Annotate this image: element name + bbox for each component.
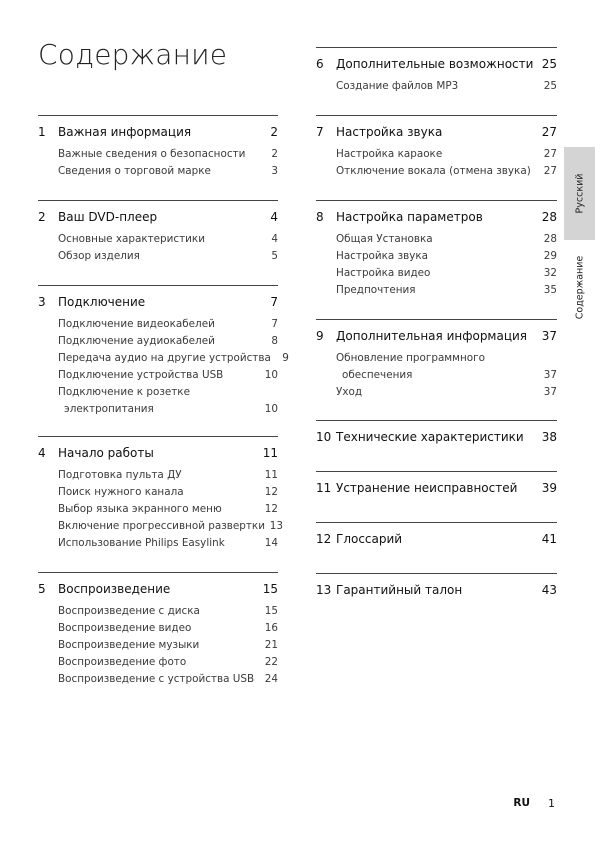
toc-item-page: 11 [264, 469, 278, 481]
toc-section [316, 47, 557, 95]
section-divider [38, 200, 278, 201]
section-number: 5 [38, 582, 46, 596]
section-heading[interactable] [316, 527, 557, 551]
section-number: 11 [316, 481, 332, 495]
toc-item[interactable] [38, 333, 278, 350]
toc-item[interactable] [316, 248, 557, 265]
section-heading[interactable] [38, 577, 278, 601]
toc-item-text: Поиск нужного канала [58, 486, 184, 498]
section-number: 4 [38, 446, 46, 460]
side-tab-language-label: Русский [574, 173, 586, 214]
toc-item-text: Обзор изделия [58, 250, 140, 262]
section-number: 1 [38, 125, 46, 139]
section-heading[interactable] [316, 324, 557, 348]
toc-item[interactable] [38, 316, 278, 333]
section-items [38, 146, 278, 180]
toc-section [38, 285, 289, 418]
toc-section [38, 572, 278, 688]
section-divider [38, 115, 278, 116]
section-items [316, 146, 557, 180]
toc-item-text: Воспроизведение музыки [58, 639, 200, 651]
toc-item-page: 15 [264, 605, 278, 617]
toc-item-text: Воспроизведение видео [58, 622, 192, 634]
toc-item[interactable] [316, 350, 557, 367]
section-page: 28 [541, 210, 557, 224]
side-tabs [564, 147, 595, 335]
toc-item[interactable] [38, 248, 278, 265]
toc-section [316, 115, 557, 180]
section-title: Настройка звука [336, 125, 443, 139]
toc-item[interactable] [316, 163, 557, 180]
toc-item-text: Включение прогрессивной развертки [58, 520, 265, 532]
side-tab-contents-label: Содержание [574, 255, 585, 320]
toc-item-page: 29 [543, 250, 557, 262]
section-page: 11 [262, 446, 278, 460]
toc-item[interactable] [316, 265, 557, 282]
section-divider [316, 573, 557, 574]
toc-section [38, 200, 278, 265]
toc-item[interactable] [38, 467, 278, 484]
toc-item-page: 13 [269, 520, 283, 532]
section-divider [38, 285, 278, 286]
toc-item-page: 37 [543, 369, 557, 381]
section-items [316, 350, 557, 401]
section-heading[interactable] [316, 52, 557, 76]
page-title: Содержание [38, 38, 228, 71]
toc-item-text: Предпочтения [336, 284, 416, 296]
toc-item-page: 12 [264, 503, 278, 515]
toc-item[interactable] [38, 367, 278, 384]
toc-item[interactable] [38, 518, 283, 535]
toc-item-page: 8 [271, 335, 278, 347]
toc-item-text: Создание файлов MP3 [336, 80, 459, 92]
toc-item-text: Основные характеристики [58, 233, 205, 245]
section-number: 12 [316, 532, 332, 546]
section-number: 13 [316, 583, 332, 597]
toc-item-page: 16 [264, 622, 278, 634]
section-page: 38 [541, 430, 557, 444]
section-page: 4 [270, 210, 278, 224]
toc-item-text: Обновление программного [336, 352, 485, 364]
section-title: Важная информация [58, 125, 192, 139]
language-code: RU [513, 797, 530, 809]
section-heading[interactable] [316, 578, 557, 602]
section-title: Гарантийный талон [336, 583, 463, 597]
toc-item-page: 22 [264, 656, 278, 668]
section-divider [316, 319, 557, 320]
toc-item-text: Выбор языка экранного меню [58, 503, 222, 515]
toc-item-page: 5 [271, 250, 278, 262]
toc-item[interactable] [38, 484, 278, 501]
toc-item-page: 37 [543, 386, 557, 398]
toc-item-text: Подключение аудиокабелей [58, 335, 215, 347]
toc-item[interactable] [38, 350, 289, 367]
toc-item-page: 9 [282, 352, 289, 364]
toc-section [316, 573, 557, 602]
toc-item[interactable] [316, 146, 557, 163]
section-title: Дополнительные возможности [336, 57, 534, 71]
section-page: 27 [541, 125, 557, 139]
section-page: 37 [541, 329, 557, 343]
toc-item-text: Воспроизведение с устройства USB [58, 673, 255, 685]
toc-item[interactable] [38, 654, 278, 671]
toc-item[interactable] [316, 231, 557, 248]
toc-item-text: Уход [336, 386, 363, 398]
toc-item-text: Сведения о торговой марке [58, 165, 211, 177]
toc-item-text: электропитания [64, 403, 154, 415]
section-items [38, 603, 278, 688]
section-heading[interactable] [316, 120, 557, 144]
section-items [38, 316, 289, 418]
toc-item[interactable] [38, 671, 278, 688]
section-page: 7 [270, 295, 278, 309]
toc-item-text: Настройка караоке [336, 148, 443, 160]
section-number: 10 [316, 430, 332, 444]
section-title: Воспроизведение [58, 582, 171, 596]
toc-item-page: 7 [271, 318, 278, 330]
toc-item[interactable] [38, 146, 278, 163]
toc-section [38, 115, 278, 180]
toc-item[interactable] [38, 163, 278, 180]
section-heading[interactable] [316, 425, 557, 449]
section-heading[interactable] [38, 205, 278, 229]
toc-item-page: 2 [271, 148, 278, 160]
section-title: Настройка параметров [336, 210, 483, 224]
section-divider [38, 436, 278, 437]
section-title: Ваш DVD-плеер [58, 210, 158, 224]
toc-item-page: 10 [264, 403, 278, 415]
toc-item-page: 24 [264, 673, 278, 685]
section-heading[interactable] [316, 205, 557, 229]
toc-section [316, 471, 557, 500]
section-number: 7 [316, 125, 324, 139]
toc-item-text: Передача аудио на другие устройства [58, 352, 271, 364]
section-number: 6 [316, 57, 324, 71]
toc-item[interactable] [38, 637, 278, 654]
toc-section [316, 200, 557, 299]
toc-item[interactable] [38, 501, 278, 518]
toc-item-page: 3 [271, 165, 278, 177]
toc-item-page: 4 [271, 233, 278, 245]
section-page: 41 [541, 532, 557, 546]
toc-item-text: Важные сведения о безопасности [58, 148, 246, 160]
section-divider [316, 420, 557, 421]
section-divider [316, 47, 557, 48]
toc-section [316, 522, 557, 551]
toc-item-page: 25 [543, 80, 557, 92]
section-number: 2 [38, 210, 46, 224]
toc-item[interactable] [38, 231, 278, 248]
toc-item[interactable] [38, 384, 278, 401]
section-title: Глоссарий [336, 532, 403, 546]
toc-item[interactable] [316, 282, 557, 299]
section-title: Начало работы [58, 446, 154, 460]
toc-item-text: Воспроизведение фото [58, 656, 187, 668]
section-number: 9 [316, 329, 324, 343]
toc-item-page: 12 [264, 486, 278, 498]
toc-item-text: обеспечения [342, 369, 413, 381]
section-title: Технические характеристики [336, 430, 524, 444]
toc-item-text: Отключение вокала (отмена звука) [336, 165, 531, 177]
section-page: 2 [270, 125, 278, 139]
section-heading[interactable] [316, 476, 557, 500]
section-title: Устранение неисправностей [336, 481, 518, 495]
section-number: 8 [316, 210, 324, 224]
toc-item[interactable] [38, 620, 278, 637]
toc-item-page: 32 [543, 267, 557, 279]
page-number: 1 [548, 797, 555, 810]
section-page: 15 [262, 582, 278, 596]
toc-item-text: Подготовка пульта ДУ [58, 469, 182, 481]
section-title: Подключение [58, 295, 146, 309]
toc-item-text: Общая Установка [336, 233, 433, 245]
section-items [38, 467, 283, 552]
toc-item-text: Воспроизведение с диска [58, 605, 200, 617]
toc-section [38, 436, 283, 552]
toc-item-text: Настройка видео [336, 267, 431, 279]
toc-item[interactable] [38, 401, 278, 418]
toc-item[interactable] [316, 78, 557, 95]
toc-section [316, 420, 557, 449]
section-title: Дополнительная информация [336, 329, 528, 343]
section-items [316, 231, 557, 299]
side-tab-contents[interactable] [564, 240, 595, 335]
toc-item-page: 27 [543, 165, 557, 177]
toc-item-text: Подключение видеокабелей [58, 318, 215, 330]
section-page: 25 [541, 57, 557, 71]
section-divider [316, 522, 557, 523]
toc-item-text: Подключение устройства USB [58, 369, 224, 381]
section-divider [316, 115, 557, 116]
section-divider [38, 572, 278, 573]
toc-item-page: 10 [264, 369, 278, 381]
toc-item-page: 14 [264, 537, 278, 549]
toc-item-page: 35 [543, 284, 557, 296]
toc-item[interactable] [316, 384, 557, 401]
toc-section [316, 319, 557, 401]
toc-item-page: 21 [264, 639, 278, 651]
section-items [316, 78, 557, 95]
section-divider [316, 471, 557, 472]
side-tab-language[interactable] [564, 147, 595, 240]
section-heading[interactable] [38, 290, 278, 314]
section-page: 39 [541, 481, 557, 495]
toc-item[interactable] [38, 535, 278, 552]
section-items [38, 231, 278, 265]
toc-item-text: Использование Philips Easylink [58, 537, 225, 549]
section-heading[interactable] [38, 441, 278, 465]
toc-item-text: Настройка звука [336, 250, 429, 262]
toc-item-text: Подключение к розетке [58, 386, 190, 398]
toc-item-page: 28 [543, 233, 557, 245]
toc-item[interactable] [38, 603, 278, 620]
toc-item-page: 27 [543, 148, 557, 160]
section-number: 3 [38, 295, 46, 309]
section-heading[interactable] [38, 120, 278, 144]
page-footer [513, 797, 555, 810]
section-page: 43 [541, 583, 557, 597]
toc-item[interactable] [316, 367, 557, 384]
section-divider [316, 200, 557, 201]
